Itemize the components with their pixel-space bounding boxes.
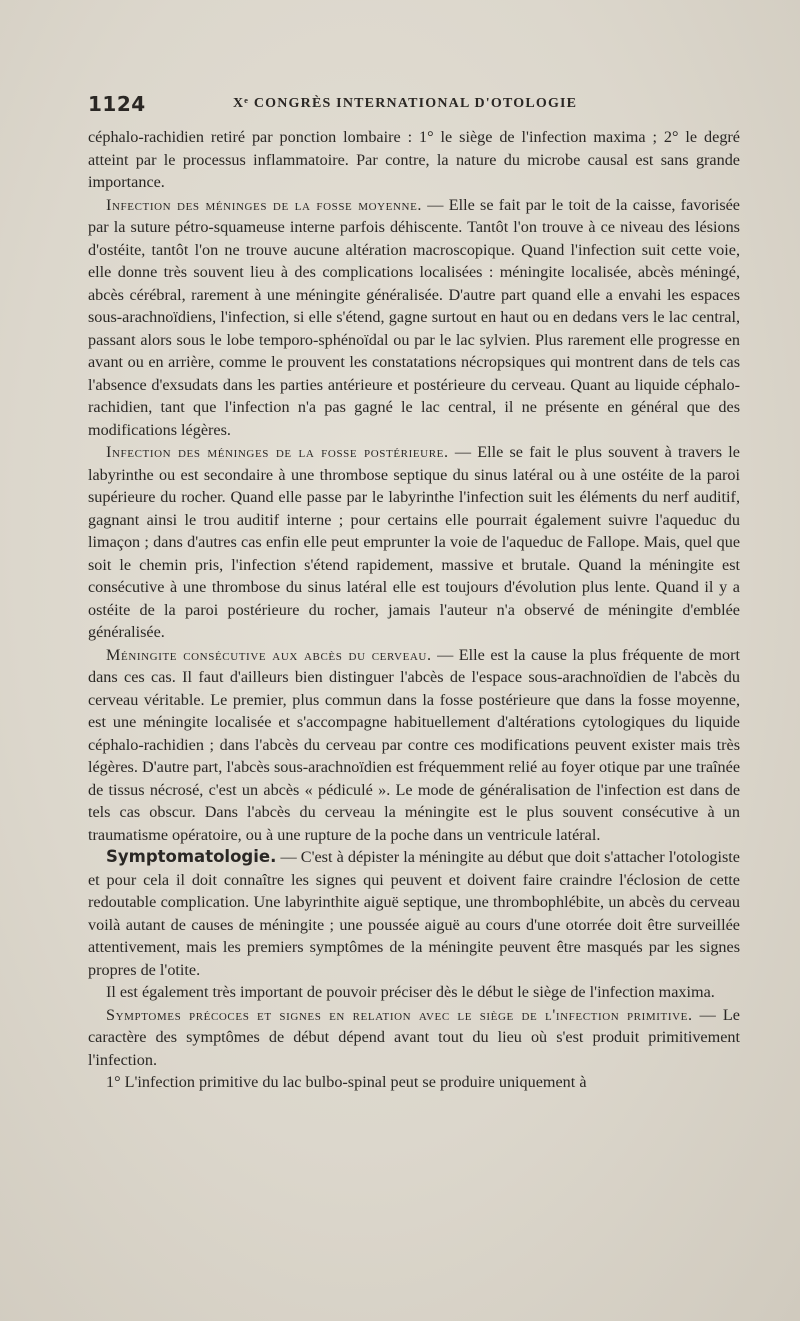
paragraph <box>88 1071 740 1094</box>
paragraph-text: — Le caractère des symptômes de début dépend avant tout du lieu où s'est produit primitivement l'infection. <box>88 1005 740 1069</box>
paragraph-text: — Elle se fait le plus souvent à travers le labyrinthe ou est secondaire à une thrombose septique du sinus latéral ou à une ostéite de la paroi supérieure du rocher. Quand elle passe par le labyrinthe l'infection suit les éléments du nerf auditif, gagnant ainsi le trou auditif interne ; pour certains elle pourrait également suivre l'aqueduc du limaçon ; dans d'autres cas enfin elle peut emprunter la voie de l'aqueduc de Fallope. Mais, quel que soit le chemin pris, l'infection s'étend rapidement, massive et brutale. Quand la méningite est consécutive à une thrombose du sinus latéral elle est toujours d'évolution plus lente. Quand il y a ostéite de la paroi postérieure du rocher, jamais l'auteur n'a observé de méningite d'emblée généralisée. <box>88 443 740 641</box>
paragraph <box>88 126 740 194</box>
page-number: 1124 <box>88 92 146 116</box>
paragraph-text: Il est également très important de pouvoir préciser dès le début le siège de l'infection maxima. <box>106 983 715 1001</box>
paragraph-heading: Infection des méninges de la fosse moyenne. <box>106 195 423 214</box>
paragraph <box>88 644 740 847</box>
paragraph-text: — Elle se fait par le toit de la caisse, favorisée par la suture pétro-squameuse interne parfois déhiscente. Tantôt l'on trouve à ce niveau des lésions d'ostéite, tantôt l'on ne trouve aucune altération macroscopique. Quand l'infection suit cette voie, elle donne très souvent lieu à des complications localisées : méningite localisée, abcès méningé, abcès cérébral, rarement à une méningite généralisée. D'autre part quand elle a envahi les espaces sous-arachnoïdiens, l'infection, si elle s'étend, gagne surtout en haut ou en dedans vers le lac central, passant alors sous le lobe temporo-sphénoïdal ou par le lac sylvien. Plus rarement elle progresse en avant ou en arrière, comme le prouvent les constatations nécropsiques qui montrent dans de tels cas l'absence d'exsudats dans les parties antérieure et postérieure du cerveau. Quant au liquide céphalo-rachidien, tant que l'infection n'a pas gagné le lac central, il ne présente en général que des modifications légères. <box>88 195 740 439</box>
running-title: Xᵉ CONGRÈS INTERNATIONAL D'OTOLOGIE <box>233 96 578 111</box>
paragraph <box>88 194 740 442</box>
page-header <box>88 92 748 120</box>
paragraph <box>88 441 740 644</box>
paragraph-text: céphalo-rachidien retiré par ponction lombaire : 1° le siège de l'infection maxima ; 2° le degré atteint par le processus inflammatoire. Par contre, la nature du microbe causal est sans grande importance. <box>88 128 740 191</box>
paragraph <box>88 981 740 1004</box>
section-title: Symptomatologie. <box>106 847 277 866</box>
paragraph-text: — Elle est la cause la plus fréquente de mort dans ces cas. Il faut d'ailleurs bien distinguer l'abcès de l'espace sous-arachnoïdien de l'abcès du cerveau véritable. Le premier, plus commun dans la fosse postérieure que dans la fosse moyenne, est une méningite localisée et s'accompagne habituellement d'altérations cytologiques du liquide céphalo-rachidien ; dans l'abcès du cerveau par contre ces modifications peuvent exister mais très légères. D'autre part, l'abcès sous-arachnoïdien est fréquemment relié au foyer otique par une traînée de tissus nécrosé, c'est un abcès « pédiculé ». Le mode de généralisation de l'infection est dans de tels cas obscur. Dans l'abcès du cerveau la méningite est le plus souvent consécutive à un traumatisme opératoire, ou à une rupture de la poche dans un ventricule latéral. <box>88 645 740 844</box>
body-text <box>88 126 740 1094</box>
paragraph-text: — C'est à dépister la méningite au début que doit s'attacher l'otologiste et pour cela il doit connaître les signes qui peuvent et doivent faire craindre l'éclosion de cette redoutable complication. Une labyrinthite aiguë septique, une thrombophlébite, un abcès du cerveau voilà autant de causes de méningite ; une poussée aiguë au cours d'une otorrée doit être surveillée attentivement, mais les premiers symptômes de la méningite peuvent être masqués par les signes propres de l'otite. <box>88 848 740 979</box>
paragraph <box>88 1004 740 1072</box>
paragraph-heading: Méningite consécutive aux abcès du cerveau. <box>106 645 432 664</box>
paragraph <box>88 846 740 981</box>
paragraph-heading: Infection des méninges de la fosse postérieure. <box>106 443 449 461</box>
paragraph-heading: Symptomes précoces et signes en relation avec le siège de l'infection primitive. <box>106 1005 693 1024</box>
paragraph-text: 1° L'infection primitive du lac bulbo-spinal peut se produire uniquement à <box>106 1073 587 1091</box>
